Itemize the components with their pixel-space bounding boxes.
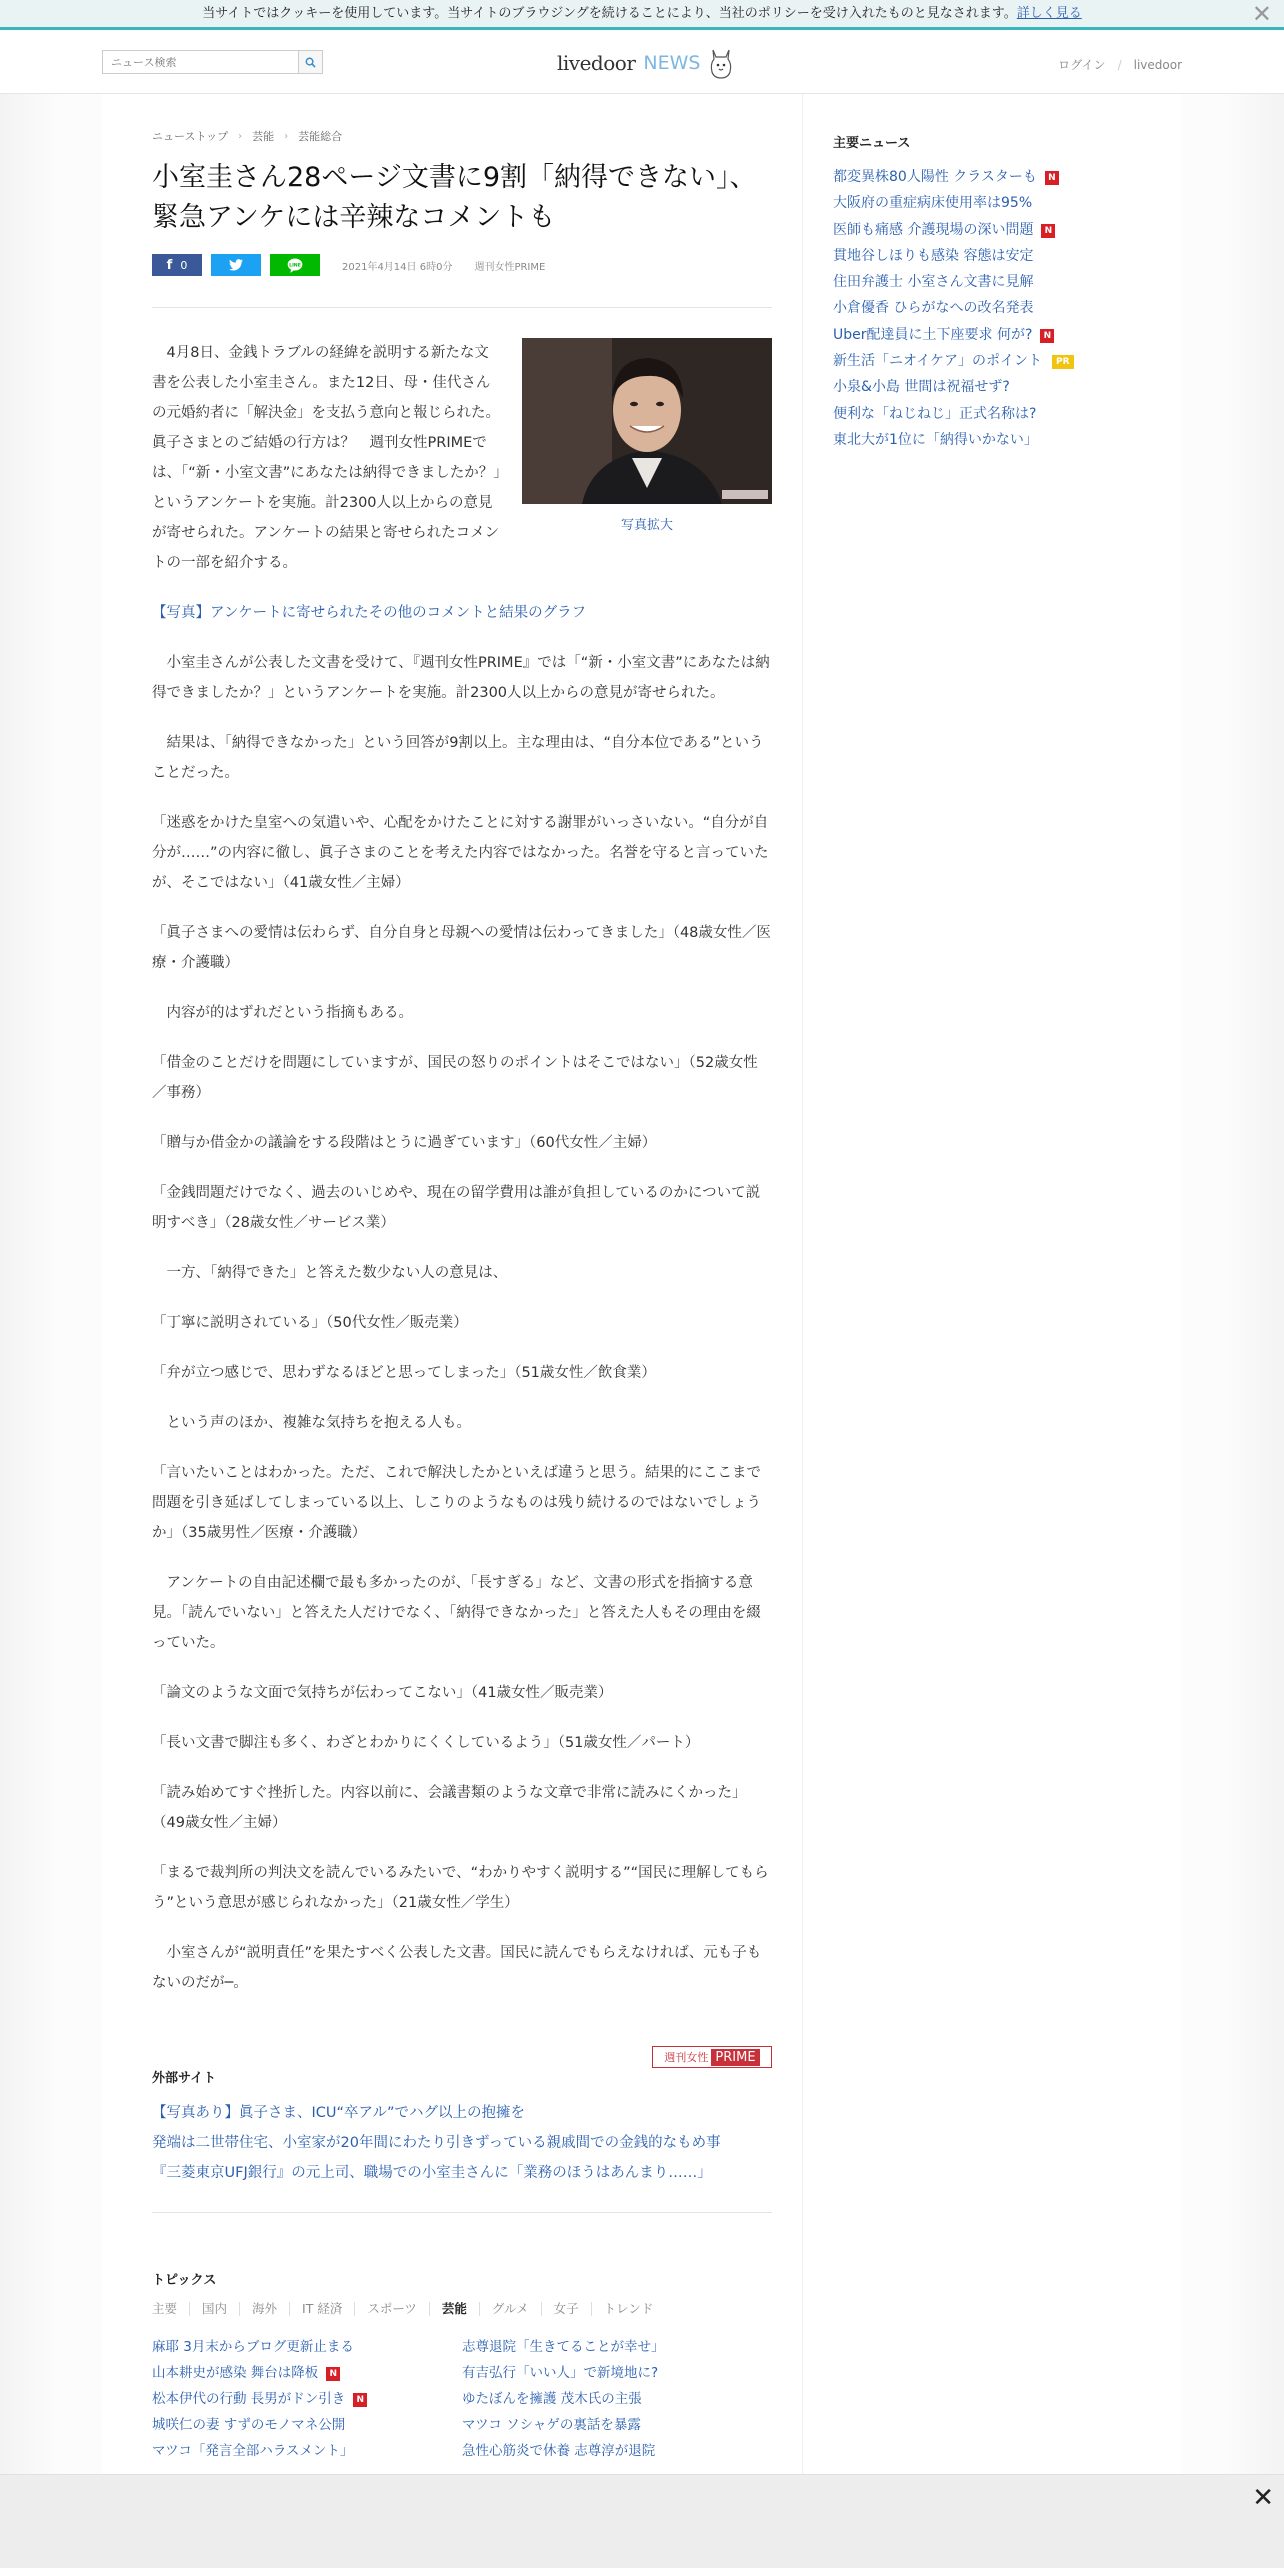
search-button[interactable] bbox=[298, 51, 322, 73]
list-item bbox=[833, 217, 1074, 243]
line-icon bbox=[287, 258, 303, 273]
sidebar-news-link[interactable]: 都変異株80人陽性 クラスターも bbox=[833, 169, 1037, 185]
external-link[interactable]: 『三菱東京UFJ銀行』の元上司、職場での小室圭さんに「業務のほうはあんまり……」 bbox=[152, 2165, 712, 2181]
header-links bbox=[1058, 56, 1182, 73]
list-item bbox=[152, 2386, 462, 2412]
new-badge: N bbox=[353, 2393, 367, 2407]
list-item bbox=[833, 427, 1074, 453]
list-item bbox=[152, 2128, 772, 2158]
article-paragraph: 「弁が立つ感じで、思わずなるほどと思ってしまった」（51歳女性／飲食業） bbox=[152, 1365, 656, 1381]
search-input[interactable] bbox=[103, 52, 299, 74]
tab-geinou[interactable]: 芸能 bbox=[442, 2302, 480, 2316]
article-main bbox=[102, 94, 802, 2474]
article-lead bbox=[152, 338, 772, 578]
topic-link[interactable]: マツコ「発言全部ハラスメント」 bbox=[152, 2443, 354, 2459]
list-item bbox=[152, 2360, 462, 2386]
divider bbox=[152, 307, 772, 308]
new-badge: N bbox=[1045, 171, 1059, 185]
share-row bbox=[152, 254, 545, 276]
external-link[interactable]: 【写真あり】眞子さま、ICU“卒アル”でハグ以上の抱擁を bbox=[152, 2105, 525, 2121]
sidebar-news-list bbox=[833, 164, 1074, 453]
sidebar bbox=[802, 94, 1182, 2474]
external-links-list bbox=[152, 2098, 772, 2188]
breadcrumb bbox=[152, 128, 342, 144]
article-paragraph: 「読み始めてすぐ挫折した。内容以前に、会議書類のような文章で非常に読みにくかった」（49歳女性／主婦） bbox=[152, 1785, 747, 1831]
facebook-share-button[interactable] bbox=[152, 254, 202, 276]
list-item bbox=[152, 2412, 462, 2438]
sidebar-news-link[interactable]: 医師も痛感 介護現場の深い問題 bbox=[833, 221, 1034, 238]
pr-badge: PR bbox=[1052, 355, 1074, 369]
new-badge: N bbox=[1041, 224, 1055, 238]
list-item bbox=[833, 164, 1074, 190]
topic-link[interactable]: 城咲仁の妻 すずのモノマネ公開 bbox=[152, 2417, 346, 2433]
article-photo-link[interactable]: 【写真】アンケートに寄せられたその他のコメントと結果のグラフ bbox=[152, 605, 587, 621]
prime-logo-jp: 週刊女性 bbox=[664, 2051, 709, 2064]
sidebar-news-link[interactable]: 新生活「ニオイケア」のポイント bbox=[833, 353, 1043, 370]
tab-shuyou[interactable]: 主要 bbox=[152, 2302, 190, 2316]
topic-link[interactable]: 有吉弘行「いい人」で新境地に? bbox=[462, 2365, 659, 2381]
tab-gourmet[interactable]: グルメ bbox=[492, 2302, 542, 2316]
site-header bbox=[0, 30, 1284, 94]
topic-link[interactable]: 松本伊代の行動 長男がドン引き bbox=[152, 2391, 346, 2407]
logo-brand: livedoor bbox=[557, 51, 636, 75]
topics-title: トピックス bbox=[152, 2273, 217, 2288]
article-body bbox=[152, 338, 772, 2018]
bottom-ad-bar bbox=[0, 2474, 1284, 2568]
search-icon bbox=[305, 57, 316, 68]
breadcrumb-item-news-top[interactable]: ニューストップ bbox=[152, 130, 229, 143]
prime-logo-en: PRIME bbox=[711, 2049, 759, 2066]
list-item bbox=[833, 190, 1074, 216]
sidebar-news-link[interactable]: 東北大が1位に「納得いかない」 bbox=[833, 431, 1038, 448]
topic-link[interactable]: 急性心筋炎で休養 志尊淳が退院 bbox=[462, 2443, 656, 2459]
list-item bbox=[462, 2386, 772, 2412]
search-box bbox=[102, 50, 323, 74]
external-link[interactable]: 発端は二世帯住宅、小室家が20年間にわたり引きずっている親戚間での金銭的なもめ事 bbox=[152, 2135, 721, 2151]
topic-link[interactable]: 山本耕史が感染 舞台は降板 bbox=[152, 2365, 319, 2381]
list-item bbox=[152, 2334, 462, 2360]
list-item bbox=[833, 243, 1074, 269]
article-photo-link-paragraph bbox=[152, 598, 772, 628]
cookie-details-link[interactable]: 詳しく見る bbox=[1016, 6, 1082, 21]
external-sites-title: 外部サイト bbox=[152, 2071, 217, 2086]
breadcrumb-item-geinou[interactable]: 芸能 bbox=[252, 130, 275, 143]
topic-tabs bbox=[152, 2302, 677, 2316]
list-item bbox=[462, 2334, 772, 2360]
topic-column-left bbox=[152, 2334, 462, 2464]
cookie-banner bbox=[0, 0, 1284, 30]
logo-news: NEWS bbox=[643, 52, 701, 74]
list-item bbox=[152, 2098, 772, 2128]
article-paragraph: という声のほか、複雑な気持ちを抱える人も。 bbox=[152, 1415, 471, 1431]
list-item bbox=[833, 269, 1074, 295]
article-paragraph: 「迷惑をかけた皇室への気遣いや、心配をかけたことに対する謝罪がいっさいない。“自分が自分が……”の内容に徹し、眞子さまのことを考えた内容ではなかった。名誉を守ると言っていたが、そこではない」（41歳女性／主婦） bbox=[152, 815, 769, 891]
article-paragraph: 「金銭問題だけでなく、過去のいじめや、現在の留学費用は誰が負担しているのかについて説明すべき」（28歳女性／サービス業） bbox=[152, 1185, 761, 1231]
tab-it-keizai[interactable]: IT 経済 bbox=[302, 2302, 355, 2316]
photo-enlarge-link[interactable]: 写真拡大 bbox=[620, 518, 673, 533]
facebook-count: 0 bbox=[180, 258, 188, 272]
header-divider: / bbox=[1117, 57, 1122, 72]
tab-kokunai[interactable]: 国内 bbox=[202, 2302, 240, 2316]
list-item bbox=[462, 2360, 772, 2386]
list-item bbox=[462, 2438, 772, 2464]
article-paragraph: 「言いたいことはわかった。ただ、これで解決したかといえば違うと思う。結果的にここまで問題を引き延ばしてしまっている以上、しこりのようなものは残り続けるのではないでしょうか」（35歳男性／医療・介護職） bbox=[152, 1465, 761, 1541]
tab-sports[interactable]: スポーツ bbox=[367, 2302, 430, 2316]
topic-link[interactable]: 志尊退院「生きてることが幸せ」 bbox=[462, 2339, 665, 2355]
divider bbox=[152, 2212, 772, 2213]
article-paragraph: 結果は、「納得できなかった」という回答が9割以上。主な理由は、“自分本位である”ということだった。 bbox=[152, 735, 764, 781]
tab-trend[interactable]: トレンド bbox=[603, 2301, 654, 2316]
article-paragraph: 「丁寧に説明されている」（50代女性／販売業） bbox=[152, 1315, 468, 1331]
article-lead-text: 4月8日、金銭トラブルの経緯を説明する新たな文書を公表した小室圭さん。また12日、母・佳代さんの元婚約者に「解決金」を支払う意向と報じられた。眞子さまとのご結婚の行方は？ 週刊女性PRIMEでは、「“新・小室文書”にあなたは納得できましたか？」というアンケートを実施。計2300人以上からの意見が寄せられた。アンケートの結果と寄せられたコメントの一部を紹介する。 bbox=[152, 345, 501, 571]
svg-text:LINE: LINE bbox=[289, 263, 301, 268]
topic-link[interactable]: マツコ ソシャゲの裏話を暴露 bbox=[462, 2417, 641, 2433]
list-item bbox=[833, 348, 1074, 374]
chevron-right-icon: › bbox=[238, 130, 243, 142]
list-item bbox=[152, 2438, 462, 2464]
article-paragraph: 「論文のような文面で気持ちが伝わってこない」（41歳女性／販売業） bbox=[152, 1685, 613, 1701]
topic-column-right bbox=[462, 2334, 772, 2464]
tab-joshi[interactable]: 女子 bbox=[554, 2302, 592, 2316]
sidebar-news-link[interactable]: 大阪府の重症病床使用率は95% bbox=[833, 195, 1033, 212]
article-paragraph: アンケートの自由記述欄で最も多かったのが、「長すぎる」など、文書の形式を指摘する意見。「読んでいない」と答えた人だけでなく、「納得できなかった」と答えた人もその理由を綴っていた。 bbox=[152, 1575, 761, 1651]
topic-link[interactable]: 麻耶 3月末からブログ更新止まる bbox=[152, 2339, 354, 2355]
sidebar-news-link[interactable]: 小倉優香 ひらがなへの改名発表 bbox=[833, 300, 1034, 317]
article-paragraph: 一方、「納得できた」と答えた数少ない人の意見は、 bbox=[152, 1265, 508, 1281]
new-badge: N bbox=[1040, 329, 1054, 343]
article-paragraph: 小室さんが“説明責任”を果たすべく公表した文書。国民に読んでもらえなければ、元も子もないのだが─。 bbox=[152, 1945, 762, 1991]
tab-kaigai[interactable]: 海外 bbox=[252, 2302, 290, 2316]
list-item bbox=[833, 295, 1074, 321]
article-source[interactable]: 週刊女性PRIME bbox=[474, 261, 546, 273]
site-logo[interactable] bbox=[557, 46, 734, 80]
sidebar-news-link[interactable]: Uber配達員に土下座要求 何が? bbox=[833, 326, 1033, 343]
sidebar-news-link[interactable]: 便利な「ねじねじ」正式名称は? bbox=[833, 405, 1037, 422]
livedoor-link[interactable]: livedoor bbox=[1133, 57, 1182, 72]
cookie-message: 当サイトではクッキーを使用しています。当サイトのブラウジングを続けることにより、当社のポリシーを受け入れたものと見なされます。 bbox=[202, 6, 1017, 21]
facebook-icon: f bbox=[166, 257, 173, 273]
twitter-bird-icon bbox=[229, 259, 243, 271]
twitter-share-button[interactable] bbox=[211, 254, 261, 276]
article-date: 2021年4月14日 6時0分 bbox=[342, 261, 453, 273]
login-link[interactable]: ログイン bbox=[1058, 58, 1106, 72]
article-paragraph: 「贈与か借金かの議論をする段階はとうに過ぎています」（60代女性／主婦） bbox=[152, 1135, 657, 1151]
mascot-icon bbox=[708, 46, 734, 80]
topic-columns bbox=[152, 2334, 772, 2464]
breadcrumb-item-geinou-sougou[interactable]: 芸能総合 bbox=[298, 130, 343, 143]
sidebar-news-link[interactable]: 住田弁護士 小室さん文書に見解 bbox=[833, 274, 1034, 291]
close-icon[interactable]: ✕ bbox=[1252, 2483, 1274, 2513]
article-paragraph: 小室圭さんが公表した文書を受けて、『週刊女性PRIME』では「“新・小室文書”にあなたは納得できましたか？」というアンケートを実施。計2300人以上からの意見が寄せられた。 bbox=[152, 655, 770, 701]
line-share-button[interactable] bbox=[270, 254, 320, 276]
list-item bbox=[152, 2158, 772, 2188]
list-item bbox=[833, 374, 1074, 400]
list-item bbox=[833, 322, 1074, 348]
article-paragraph: 「眞子さまへの愛情は伝わらず、自分自身と母親への愛情は伝わってきました」（48歳女性／医療・介護職） bbox=[152, 925, 771, 971]
chevron-right-icon: › bbox=[284, 130, 289, 142]
source-logo-prime[interactable] bbox=[652, 2046, 772, 2068]
sidebar-news-link[interactable]: 小泉&小島 世間は祝福せず? bbox=[833, 379, 1010, 396]
article-paragraph: 「借金のことだけを問題にしていますが、国民の怒りのポイントはそこではない」（52歳女性／事務） bbox=[152, 1055, 758, 1101]
topic-link[interactable]: ゆたぼんを擁護 茂木氏の主張 bbox=[462, 2391, 642, 2407]
article-paragraph: 内容が的はずれだという指摘もある。 bbox=[152, 1005, 413, 1021]
list-item bbox=[462, 2412, 772, 2438]
cookie-close-icon[interactable]: ✕ bbox=[1251, 0, 1272, 28]
sidebar-news-link[interactable]: 貫地谷しほりも感染 容態は安定 bbox=[833, 247, 1034, 264]
article-paragraph: 「長い文書で脚注も多く、わざとわかりにくくしているよう」（51歳女性／パート） bbox=[152, 1735, 700, 1751]
photo-spacer bbox=[502, 338, 772, 528]
article-paragraph: 「まるで裁判所の判決文を読んでいるみたいで、“わかりやすく説明する”“国民に理解してもらう”という意思が感じられなかった」（21歳女性／学生） bbox=[152, 1865, 769, 1911]
sidebar-title: 主要ニュース bbox=[833, 136, 911, 151]
list-item bbox=[833, 401, 1074, 427]
new-badge: N bbox=[326, 2367, 340, 2381]
article-title: 小室圭さん28ページ文書に9割「納得できない」、緊急アンケには辛辣なコメントも bbox=[152, 162, 757, 233]
